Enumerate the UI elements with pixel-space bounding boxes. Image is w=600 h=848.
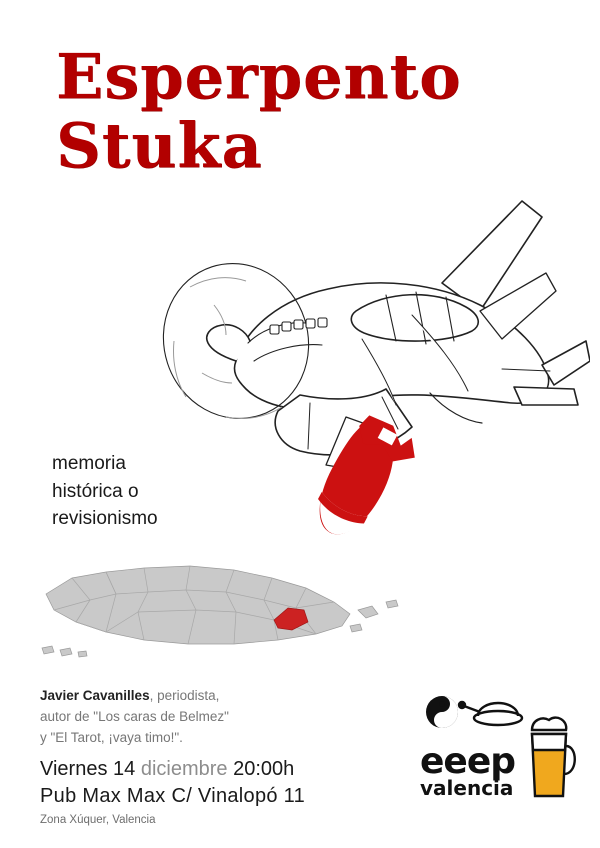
title-line-1: Esperpento	[56, 40, 462, 113]
event-details	[40, 756, 440, 826]
logo-wordmark	[420, 741, 530, 801]
poster-title	[56, 40, 476, 182]
tagline-line-3: revisionismo	[52, 508, 158, 530]
poster-tagline	[52, 450, 272, 533]
logo-city: valencia	[420, 776, 514, 801]
street-prefix: C/	[171, 785, 193, 807]
credits-line-3: y "El Tarot, ¡vaya timo!".	[40, 729, 183, 745]
speaker-credits	[40, 686, 370, 749]
falling-bomb-illustration	[290, 415, 420, 560]
event-area: Zona Xúquer, Valencia	[40, 814, 156, 826]
spain-provinces-map	[20, 548, 420, 668]
speaker-name: Javier Cavanilles	[40, 688, 150, 703]
credits-line-2: autor de "Los caras de Belmez"	[40, 708, 229, 724]
event-date-line	[40, 756, 440, 783]
logo-name: eeep	[420, 741, 516, 782]
event-day: Viernes 14	[40, 758, 136, 780]
event-time: 20:00h	[233, 758, 295, 780]
event-venue-line	[40, 783, 440, 810]
street-name: Vinalopó 11	[197, 785, 306, 807]
beer-mug-icon	[532, 718, 575, 796]
event-month: diciembre	[140, 758, 228, 780]
eeep-valencia-logo	[420, 690, 580, 820]
tagline-line-2: histórica o	[52, 480, 139, 502]
credits-line-1	[40, 686, 370, 707]
ufo-icon	[459, 702, 522, 725]
speaker-role: , periodista,	[149, 688, 220, 703]
title-line-2: Stuka	[56, 108, 263, 182]
yin-yang-icon	[426, 696, 458, 728]
tagline-line-1: memoria	[52, 453, 126, 474]
venue-name: Max Max	[82, 785, 166, 807]
venue-type: Pub	[40, 785, 77, 807]
